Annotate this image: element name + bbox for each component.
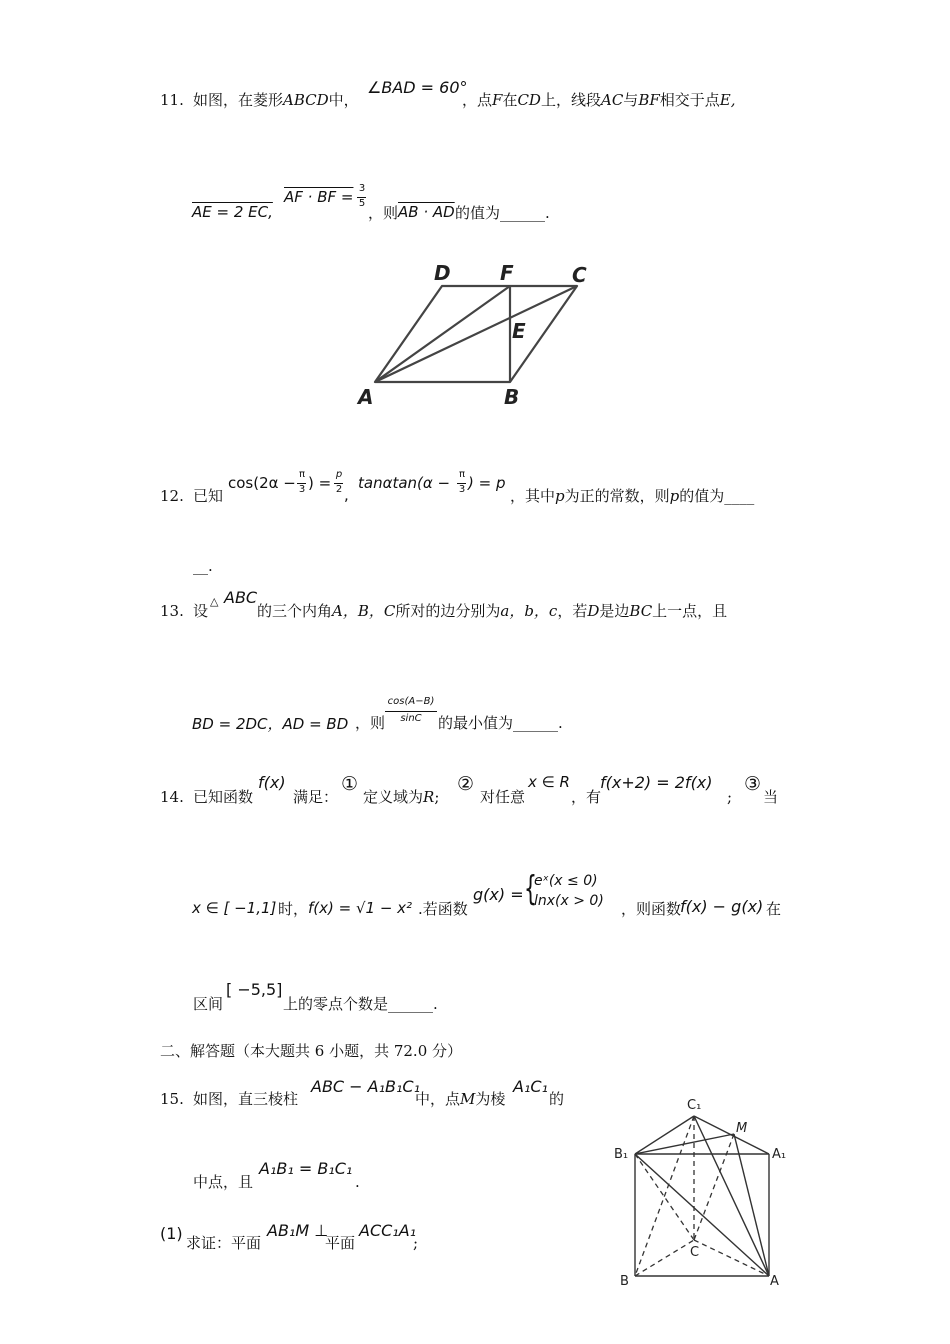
diagonal-ac: [375, 286, 577, 382]
plane-2: ACC₁A₁: [359, 1221, 417, 1240]
section-title: 二、解答题（本大题共 6 小题，共 72.0 分）: [160, 1042, 463, 1060]
question-text: 已知函数: [193, 788, 254, 806]
label-f: F: [500, 261, 514, 285]
question-text: ，其中p为正的常数，则p的值为____: [510, 487, 755, 505]
fraction-denominator: 5: [358, 198, 366, 209]
label-c: C: [690, 1245, 700, 1260]
vector-dot-product: AB · AD: [398, 203, 455, 221]
equals-p: ) = p: [468, 474, 506, 492]
question-text: .若函数: [418, 900, 468, 918]
segment-af: [375, 286, 510, 382]
hidden-edge-ca: [694, 1240, 769, 1276]
vector-dot-product: AF · BF =: [284, 188, 354, 206]
label-m: M: [736, 1121, 748, 1136]
answer-blank: 的值为______.: [455, 204, 550, 222]
question-text: 满足：: [293, 788, 339, 806]
function-f: f(x): [258, 773, 286, 792]
fraction-numerator: cos(A−B): [387, 696, 435, 707]
hidden-segment-c1b: [635, 1116, 694, 1276]
question-number: 13.: [160, 602, 184, 620]
question-text: 求证：平面: [186, 1234, 262, 1252]
fraction-denominator: 3: [458, 484, 466, 495]
piecewise-case-2: lnx(x > 0): [534, 893, 604, 909]
circled-two: ②: [457, 773, 475, 795]
fraction-denominator: 2: [335, 484, 343, 495]
difference-function: f(x) − g(x): [680, 897, 764, 916]
fraction-numerator: p: [335, 469, 343, 480]
answer-blank: 的最小值为______.: [438, 714, 563, 732]
question-text: ，则: [368, 204, 399, 222]
interval-condition: x ∈ [ −1,1]: [192, 899, 277, 917]
label-c: C: [572, 263, 587, 287]
triangle-name: ABC: [224, 588, 258, 607]
label-c1: C₁: [687, 1098, 702, 1113]
interval: [ −5,5]: [226, 980, 283, 999]
question-text: 如图，在菱形ABCD中，: [193, 91, 359, 109]
tan-expression: tanαtan(α −: [358, 474, 451, 492]
plane-1: AB₁M ⊥: [267, 1221, 329, 1240]
segment-c1a: [694, 1116, 769, 1276]
fraction-denominator: 3: [298, 484, 306, 495]
vector-equation: AE = 2 EC,: [192, 203, 273, 221]
question-text: 中点，且: [193, 1173, 254, 1191]
question-text: 区间: [193, 995, 224, 1013]
hidden-segment-b1c: [635, 1154, 694, 1240]
prism-figure: [610, 1090, 800, 1290]
label-e: E: [512, 319, 526, 343]
part-number: (1): [160, 1224, 183, 1243]
question-text: 当: [763, 788, 779, 806]
question-text: ，有: [571, 788, 602, 806]
question-text: 在: [766, 900, 782, 918]
question-number: 12.: [160, 487, 184, 505]
cos-expression: cos(2α −: [228, 474, 296, 492]
question-text: 的: [549, 1090, 565, 1108]
question-text: ;: [727, 788, 733, 806]
equals: ) =: [308, 474, 332, 492]
question-number: 15.: [160, 1090, 184, 1108]
question-text: 定义域为R;: [363, 788, 440, 806]
label-b: B: [504, 385, 520, 408]
answer-blank: 上的零点个数是______.: [283, 995, 438, 1013]
question-number: 11.: [160, 91, 184, 109]
segment-b1a: [635, 1154, 769, 1276]
rhombus-figure: [350, 258, 600, 408]
comma: ,: [344, 486, 349, 504]
answer-blank: __.: [193, 557, 213, 575]
condition-x-in-r: x ∈ R: [528, 773, 570, 791]
equal-edges: A₁B₁ = B₁C₁: [259, 1159, 353, 1178]
circled-three: ③: [744, 773, 762, 795]
condition-equation: BD = 2DC，AD = BD: [192, 715, 349, 733]
angle-condition: ∠BAD = 60°: [367, 78, 468, 97]
question-text: 设: [193, 602, 209, 620]
question-text: 平面: [325, 1234, 356, 1252]
fraction-bar: [385, 711, 437, 712]
fraction-numerator: 3: [358, 183, 366, 194]
question-text: ，点F在CD上，线段AC与BF相交于点E,: [462, 91, 736, 109]
question-text: ，则函数: [621, 900, 682, 918]
fraction-denominator: sinC: [400, 713, 422, 724]
function-g: g(x) =: [473, 885, 524, 904]
triangle-symbol: △: [210, 595, 219, 608]
question-number: 14.: [160, 788, 184, 806]
label-d: D: [434, 261, 451, 285]
question-text: ;: [413, 1234, 419, 1252]
question-text: ，则: [355, 714, 386, 732]
question-text: 时，: [278, 900, 309, 918]
fraction-numerator: π: [458, 469, 466, 480]
question-text: 已知: [193, 487, 224, 505]
circled-one: ①: [341, 773, 359, 795]
question-text: 中，点M为棱: [415, 1090, 506, 1108]
label-b1: B₁: [614, 1147, 629, 1162]
question-text: 对任意: [480, 788, 526, 806]
edge-a1c1: A₁C₁: [513, 1077, 548, 1096]
segment-ma: [734, 1134, 769, 1276]
fraction-numerator: π: [298, 469, 306, 480]
question-text: .: [355, 1173, 360, 1191]
left-brace: {: [524, 869, 537, 909]
piecewise-case-1: eˣ(x ≤ 0): [534, 873, 598, 889]
function-definition: f(x) = √1 − x²: [308, 899, 413, 917]
prism-name: ABC − A₁B₁C₁: [311, 1077, 421, 1096]
label-a: A: [770, 1274, 779, 1289]
label-a: A: [358, 385, 374, 408]
label-b: B: [620, 1274, 629, 1289]
label-a1: A₁: [772, 1147, 787, 1162]
question-text: 的三个内角A，B，C所对的边分别为a，b，c，若D是边BC上一点，且: [257, 602, 728, 620]
question-text: 如图，直三棱柱: [193, 1090, 299, 1108]
hidden-edge-bc: [635, 1240, 694, 1276]
functional-equation: f(x+2) = 2f(x): [600, 773, 713, 792]
